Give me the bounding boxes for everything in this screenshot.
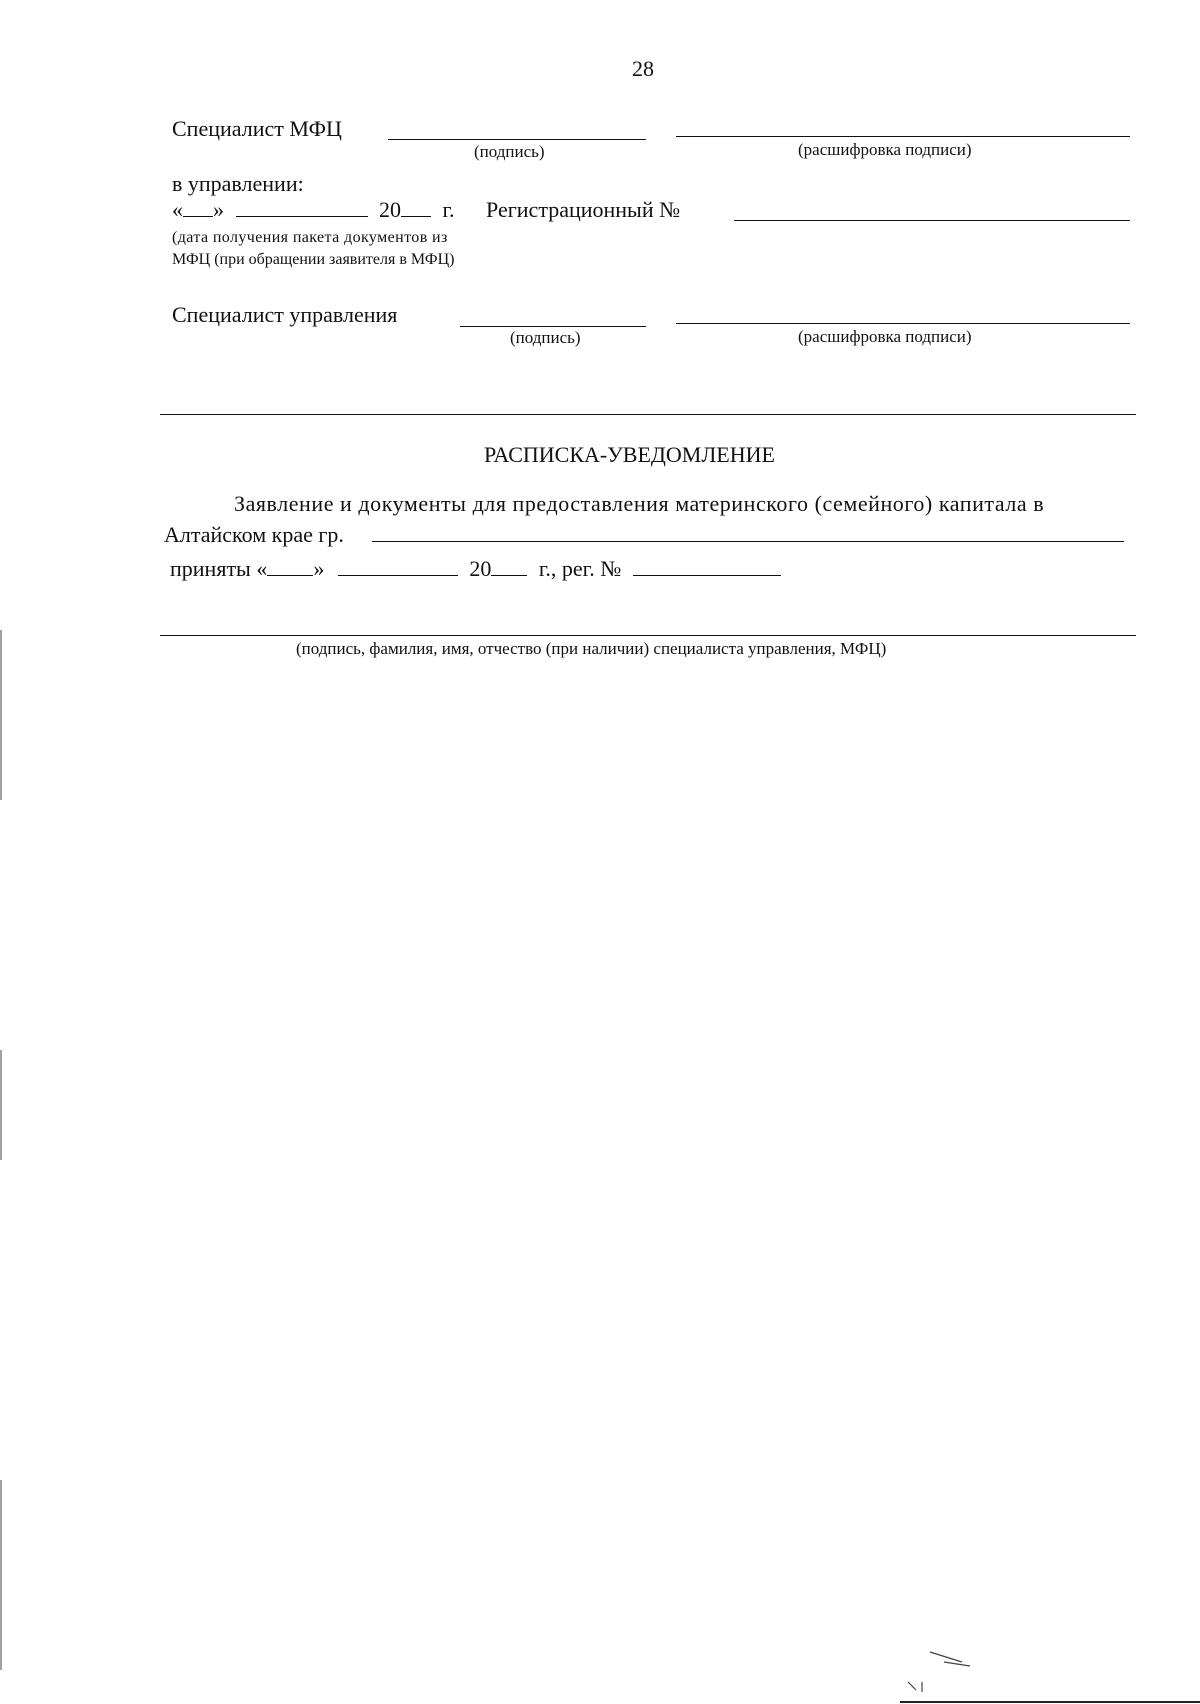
registration-number-label: Регистрационный № xyxy=(486,197,681,222)
receipt-note-line2: МФЦ (при обращении заявителя в МФЦ) xyxy=(172,251,455,268)
day-blank[interactable] xyxy=(183,198,213,217)
office-signature-line[interactable] xyxy=(460,326,646,327)
specialist-signature-line[interactable] xyxy=(160,635,1136,636)
mfc-signature-line[interactable] xyxy=(388,139,646,140)
year-blank[interactable] xyxy=(401,198,431,217)
accepted-row xyxy=(170,556,781,582)
accepted-year-prefix: 20 xyxy=(469,556,492,581)
scan-edge-mark xyxy=(0,1480,2,1670)
accepted-day-blank[interactable] xyxy=(267,557,313,576)
quote-open: « xyxy=(172,197,183,222)
office-signature-caption: (подпись) xyxy=(510,328,581,347)
mfc-signature-caption: (подпись) xyxy=(474,142,545,161)
year-prefix: 20 xyxy=(379,197,401,222)
mfc-specialist-label: Специалист МФЦ xyxy=(172,116,342,141)
office-receipt-heading: в управлении: xyxy=(172,171,304,196)
month-blank[interactable] xyxy=(236,198,368,217)
registration-number-line[interactable] xyxy=(734,220,1130,221)
accepted-prefix: приняты « xyxy=(170,556,268,581)
mfc-decryption-caption: (расшифровка подписи) xyxy=(798,140,972,159)
specialist-signature-caption: (подпись, фамилия, имя, отчество (при наличии) специалиста управления, МФЦ) xyxy=(296,639,887,658)
scan-artifact xyxy=(900,1640,1200,1704)
page-number: 28 xyxy=(632,56,654,81)
office-decryption-caption: (расшифровка подписи) xyxy=(798,327,972,346)
section-separator xyxy=(160,414,1136,415)
accepted-year-suffix: г., рег. № xyxy=(538,556,622,581)
accepted-month-blank[interactable] xyxy=(338,557,458,576)
scan-edge-mark xyxy=(0,630,2,800)
mfc-decryption-line[interactable] xyxy=(676,136,1130,137)
receipt-date-row xyxy=(172,197,680,223)
accepted-year-blank[interactable] xyxy=(491,557,527,576)
receipt-note-line1: (дата получения пакета документов из xyxy=(172,229,448,246)
scan-edge-mark xyxy=(0,1050,2,1160)
citizen-name-line[interactable] xyxy=(372,541,1124,542)
office-specialist-label: Специалист управления xyxy=(172,302,398,327)
accepted-reg-number-blank[interactable] xyxy=(633,557,781,576)
notice-paragraph-line1: Заявление и документы для предоставления материнского (семейного) капитала в xyxy=(234,491,1045,516)
office-decryption-line[interactable] xyxy=(676,323,1130,324)
quote-close: » xyxy=(213,197,224,222)
accepted-quote-close: » xyxy=(313,556,325,581)
year-suffix: г. xyxy=(442,197,455,222)
notice-title: РАСПИСКА-УВЕДОМЛЕНИЕ xyxy=(484,442,775,467)
notice-paragraph-line2: Алтайском крае гр. xyxy=(164,522,344,547)
